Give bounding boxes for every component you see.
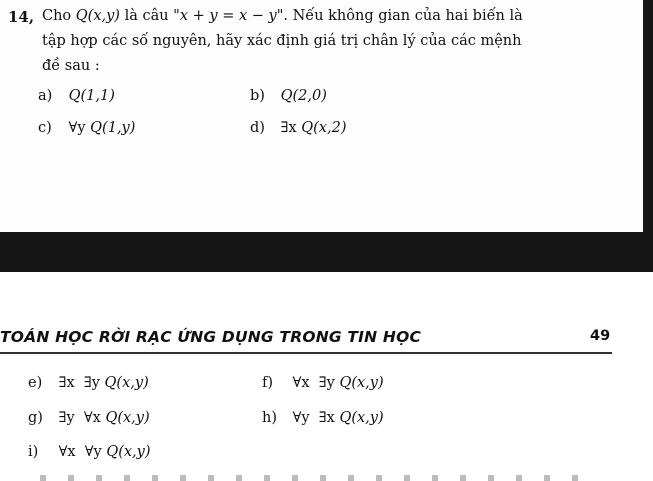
item-label: a) bbox=[38, 88, 53, 104]
item-d bbox=[250, 120, 346, 136]
item-f bbox=[262, 375, 384, 391]
problem-line-3: đề sau : bbox=[42, 58, 100, 74]
header-rule bbox=[0, 352, 612, 354]
item-expr: Q(x,y) bbox=[339, 375, 384, 391]
item-c bbox=[38, 120, 135, 136]
problem-mid: là câu " bbox=[124, 8, 180, 24]
item-label: d) bbox=[250, 120, 265, 136]
item-label: b) bbox=[250, 88, 265, 104]
item-label: h) bbox=[262, 410, 277, 426]
item-expr: Q(x,y) bbox=[106, 444, 151, 460]
item-b bbox=[250, 88, 327, 104]
item-g bbox=[28, 410, 150, 426]
page-gap-band bbox=[0, 232, 653, 272]
problem-number: 14, bbox=[8, 8, 35, 26]
predicate-q: Q(x,y) bbox=[75, 8, 120, 24]
problem-line-2: tập hợp các số nguyên, hãy xác định giá trị chân lý của các mệnh bbox=[42, 33, 522, 49]
problem-lead: Cho bbox=[42, 8, 72, 24]
item-quantifier: ∃x bbox=[280, 120, 297, 136]
item-label: i) bbox=[28, 444, 39, 460]
item-label: c) bbox=[38, 120, 52, 136]
cut-off-next-line bbox=[40, 475, 600, 481]
item-expr: Q(x,y) bbox=[339, 410, 384, 426]
page-top bbox=[0, 0, 653, 232]
page-number: 49 bbox=[590, 328, 611, 344]
item-i bbox=[28, 444, 151, 460]
item-quantifier: ∀y bbox=[68, 120, 86, 136]
item-label: g) bbox=[28, 410, 43, 426]
item-quantifier: ∃x ∃y bbox=[58, 375, 100, 391]
item-quantifier: ∃y ∀x bbox=[58, 410, 101, 426]
equation: x + y = x − y bbox=[179, 8, 277, 24]
item-expr: Q(1,1) bbox=[68, 88, 115, 104]
problem-line-1 bbox=[42, 8, 523, 24]
problem-tail: ". Nếu không gian của hai biến là bbox=[276, 8, 523, 24]
item-label: e) bbox=[28, 375, 43, 391]
item-a bbox=[38, 88, 115, 104]
item-expr: Q(2,0) bbox=[280, 88, 327, 104]
item-expr: Q(1,y) bbox=[90, 120, 136, 136]
scan-edge-shadow bbox=[643, 0, 653, 232]
item-quantifier: ∀y ∃x bbox=[292, 410, 335, 426]
item-label: f) bbox=[262, 375, 274, 391]
item-h bbox=[262, 410, 384, 426]
item-expr: Q(x,y) bbox=[105, 410, 150, 426]
page-bottom bbox=[0, 272, 653, 481]
running-header: TOÁN HỌC RỜI RẠC ỨNG DỤNG TRONG TIN HỌC bbox=[0, 328, 422, 346]
item-expr: Q(x,2) bbox=[301, 120, 347, 136]
item-quantifier: ∀x ∃y bbox=[292, 375, 335, 391]
item-e bbox=[28, 375, 149, 391]
item-quantifier: ∀x ∀y bbox=[58, 444, 102, 460]
item-expr: Q(x,y) bbox=[104, 375, 149, 391]
